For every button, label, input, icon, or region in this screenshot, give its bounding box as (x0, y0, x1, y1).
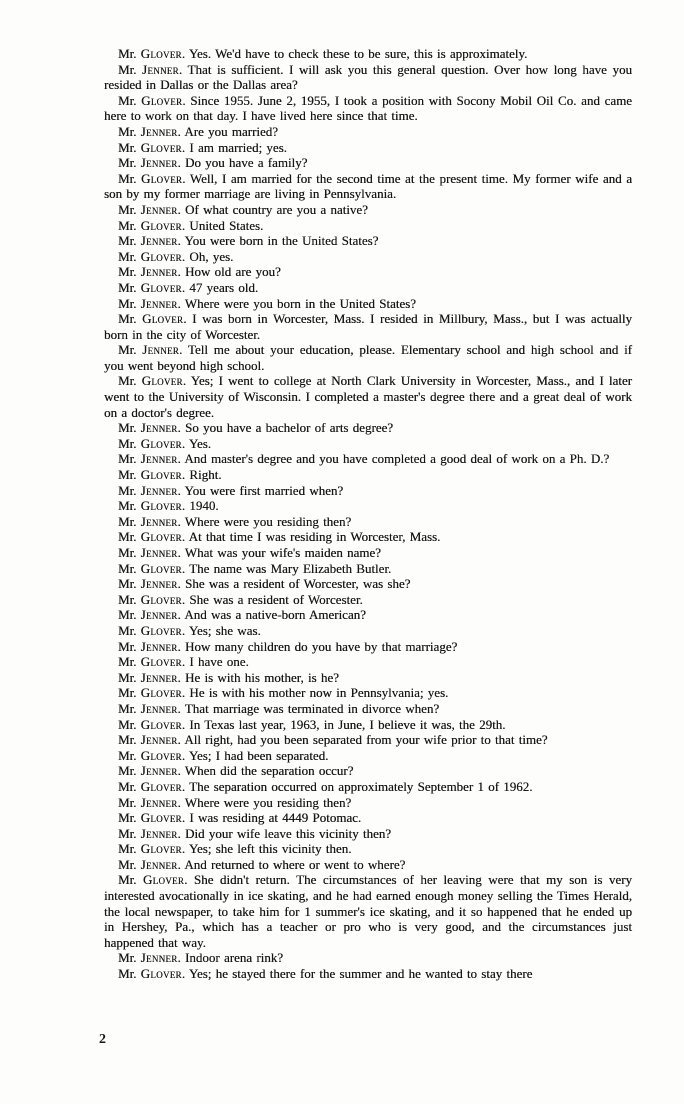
speaker-name: Jenner (140, 856, 178, 872)
speaker-prefix: Mr. (118, 966, 141, 982)
speaker-prefix: Mr. (118, 560, 141, 576)
speaker-name: Jenner (140, 264, 178, 280)
speaker-name: Jenner (140, 700, 178, 716)
speaker-name: Glover (140, 841, 182, 857)
transcript-paragraph: Mr. Glover. 1940. (118, 498, 219, 514)
speaker-name: Glover (140, 46, 182, 61)
speaker-prefix: Mr. (118, 155, 141, 171)
speaker-prefix: Mr. (118, 248, 141, 264)
transcript-paragraph: Mr. Jenner. How old are you? (118, 264, 281, 280)
speaker-prefix: Mr. (118, 264, 141, 280)
speaker-prefix: Mr. (118, 747, 141, 763)
speaker-name: Glover (141, 92, 183, 108)
transcript-paragraph: Mr. Jenner. Where were you residing then? (118, 513, 352, 529)
speaker-name: Glover (140, 529, 182, 545)
transcript-paragraph: Mr. Glover. In Texas last year, 1963, in June, I believe it was, the 29th. (118, 716, 506, 732)
speaker-prefix: Mr. (118, 545, 141, 560)
speaker-prefix: Mr. (118, 763, 141, 779)
speaker-prefix: Mr. (118, 373, 142, 389)
speaker-name: Jenner (140, 513, 178, 529)
speaker-prefix: Mr. (118, 482, 141, 498)
speaker-prefix: Mr. (118, 654, 141, 670)
transcript-paragraph: Mr. Glover. She didn't return. The circumstances of her leaving were that my son is very interested avocationally in ice skating, and he had earned enough money selling the Times Herald, the local newspaper, to take him for 1 summer's ice skating, and it so happened that he ended up in Hershey, Pa., which has a teacher or pro who is very good, and the circumstances just happened that way. (104, 872, 633, 950)
speaker-name: Glover (140, 747, 182, 763)
speaker-name: Jenner (140, 763, 178, 779)
speaker-name: Jenner (140, 794, 178, 810)
speaker-prefix: Mr. (118, 872, 143, 888)
speaker-name: Jenner (140, 638, 178, 654)
speaker-name: Glover (140, 654, 182, 670)
speaker-name: Glover (141, 170, 183, 186)
speaker-prefix: Mr. (118, 451, 141, 467)
transcript-paragraph: Mr. Jenner. And master's degree and you have completed a good deal of work on a Ph. D.? (118, 451, 610, 467)
transcript-paragraph: Mr. Glover. 47 years old. (118, 279, 259, 295)
speaker-name: Glover (140, 498, 182, 514)
transcript-paragraph: Mr. Glover. Yes; she was. (118, 622, 261, 638)
speaker-name: Glover (140, 248, 182, 264)
speaker-prefix: Mr. (118, 607, 141, 623)
speaker-name: Jenner (140, 576, 178, 592)
speaker-name: Glover (140, 810, 182, 826)
transcript-paragraph: Mr. Glover. I have one. (118, 654, 249, 670)
speaker-prefix: Mr. (118, 716, 141, 732)
speaker-name: Jenner (140, 295, 178, 311)
transcript-paragraph: Mr. Jenner. That is sufficient. I will ask you this general question. Over how long have you resided in Dallas or the Dallas area? (104, 61, 632, 93)
transcript-paragraph: Mr. Jenner. You were born in the United States? (118, 233, 379, 249)
speaker-name: Glover (140, 622, 182, 638)
transcript-paragraph: Mr. Glover. Yes; she left this vicinity then. (118, 841, 352, 857)
speaker-prefix: Mr. (118, 498, 141, 514)
transcript-paragraph: Mr. Jenner. When did the separation occur? (118, 763, 354, 779)
transcript-paragraph: Mr. Glover. She was a resident of Worcester. (118, 591, 363, 607)
speaker-name: Glover (141, 373, 183, 389)
speaker-prefix: Mr. (118, 467, 141, 483)
speaker-prefix: Mr. (118, 420, 141, 436)
transcript-paragraph: Mr. Jenner. He is with his mother, is he? (118, 669, 339, 685)
speaker-prefix: Mr. (118, 638, 141, 654)
transcript-paragraph: Mr. Glover. The separation occurred on approximately September 1 of 1962. (118, 778, 533, 794)
speaker-prefix: Mr. (118, 825, 141, 841)
speaker-prefix: Mr. (118, 123, 141, 139)
speaker-name: Jenner (140, 451, 178, 467)
transcript-paragraph: Mr. Jenner. She was a resident of Worcester, was she? (118, 576, 411, 592)
transcript-body (104, 46, 632, 982)
transcript-paragraph: Mr. Jenner. Did your wife leave this vicinity then? (118, 825, 392, 841)
speaker-prefix: Mr. (118, 139, 141, 155)
speaker-prefix: Mr. (118, 732, 141, 748)
speaker-name: Jenner (140, 420, 178, 436)
speaker-name: Glover (140, 716, 182, 732)
speaker-name: Glover (140, 435, 182, 451)
transcript-paragraph: Mr. Glover. Yes; he stayed there for the summer and he wanted to stay there (118, 966, 533, 982)
transcript-paragraph: Mr. Glover. I am married; yes. (118, 139, 287, 155)
transcript-paragraph: Mr. Jenner. Indoor arena rink? (118, 950, 284, 966)
speaker-name: Jenner (140, 201, 178, 217)
speaker-prefix: Mr. (118, 685, 141, 701)
speaker-prefix: Mr. (118, 810, 141, 826)
speaker-prefix: Mr. (118, 529, 141, 545)
speaker-prefix: Mr. (118, 170, 142, 186)
speaker-prefix: Mr. (118, 669, 141, 685)
speaker-name: Glover (142, 311, 184, 327)
transcript-paragraph: Mr. Glover. Right. (118, 467, 222, 483)
transcript-paragraph: Mr. Jenner. Are you married? (118, 123, 278, 139)
speaker-prefix: Mr. (118, 92, 142, 108)
speaker-prefix: Mr. (118, 591, 141, 607)
transcript-paragraph: Mr. Jenner. Of what country are you a native? (118, 201, 368, 217)
transcript-paragraph: Mr. Glover. I was born in Worcester, Mass. I resided in Millbury, Mass., but I was actually born in the city of Worcester. (104, 311, 632, 342)
transcript-paragraph: Mr. Glover. Yes; I had been separated. (118, 747, 329, 763)
page-number: 2 (99, 1032, 106, 1047)
speaker-name: Glover (140, 591, 182, 607)
transcript-paragraph: Mr. Glover. I was residing at 4449 Potomac. (118, 810, 362, 826)
speaker-prefix: Mr. (118, 841, 141, 857)
transcript-paragraph: Mr. Jenner. What was your wife's maiden name? (118, 545, 381, 560)
speaker-name: Glover (140, 467, 182, 483)
speaker-prefix: Mr. (118, 201, 141, 217)
transcript-paragraph: Mr. Jenner. Where were you born in the United States? (118, 295, 416, 311)
speaker-name: Jenner (142, 61, 179, 77)
speaker-name: Glover (142, 872, 185, 888)
speaker-prefix: Mr. (118, 233, 141, 249)
speaker-prefix: Mr. (118, 576, 141, 592)
speaker-name: Jenner (140, 482, 178, 498)
speaker-prefix: Mr. (118, 622, 141, 638)
transcript-paragraph: Mr. Jenner. All right, had you been separated from your wife prior to that time? (118, 732, 548, 748)
speaker-prefix: Mr. (118, 311, 143, 327)
transcript-paragraph: Mr. Jenner. Do you have a family? (118, 155, 308, 171)
transcript-paragraph: Mr. Glover. At that time I was residing in Worcester, Mass. (118, 529, 441, 545)
transcript-paragraph: Mr. Glover. Yes; I went to college at North Clark University in Worcester, Mass., and I later went to the University of Wisconsin. I completed a master's degree there and a great deal of work on a doctor's degree. (104, 373, 632, 420)
speaker-name: Glover (140, 685, 182, 701)
transcript-paragraph: Mr. Jenner. You were first married when? (118, 482, 344, 498)
speaker-prefix: Mr. (118, 856, 141, 872)
transcript-paragraph: Mr. Glover. Yes. We'd have to check these to be sure, this is approximately. (118, 46, 528, 61)
speaker-name: Glover (140, 778, 182, 794)
speaker-name: Jenner (142, 342, 180, 358)
speaker-name: Jenner (140, 732, 178, 748)
speaker-name: Jenner (140, 825, 178, 841)
speaker-name: Glover (140, 217, 182, 233)
transcript-paragraph: Mr. Jenner. Where were you residing then? (118, 794, 352, 810)
transcript-paragraph: Mr. Jenner. And returned to where or went to where? (118, 856, 406, 872)
transcript-paragraph: Mr. Glover. United States. (118, 217, 264, 233)
speaker-name: Jenner (140, 233, 178, 249)
speaker-name: Jenner (140, 950, 178, 966)
transcript-paragraph: Mr. Glover. Oh, yes. (118, 248, 234, 264)
transcript-paragraph: Mr. Jenner. That marriage was terminated in divorce when? (118, 700, 440, 716)
speaker-name: Jenner (140, 669, 178, 685)
speaker-prefix: Mr. (118, 342, 143, 358)
transcript-paragraph: Mr. Jenner. How many children do you have by that marriage? (118, 638, 458, 654)
speaker-prefix: Mr. (118, 435, 141, 451)
speaker-name: Glover (140, 279, 182, 295)
speaker-prefix: Mr. (118, 513, 141, 529)
speaker-name: Jenner (140, 545, 178, 560)
speaker-prefix: Mr. (118, 950, 141, 966)
transcript-paragraph: Mr. Glover. Since 1955. June 2, 1955, I took a position with Socony Mobil Oil Co. and came here to work on that day. I have lived here since that time. (104, 92, 632, 124)
speaker-name: Glover (140, 560, 182, 576)
speaker-prefix: Mr. (118, 778, 141, 794)
transcript-paragraph: Mr. Glover. The name was Mary Elizabeth Butler. (118, 560, 392, 576)
transcript-paragraph: Mr. Glover. Well, I am married for the second time at the present time. My former wife and a son by my former marriage are living in Pennsylvania. (104, 170, 633, 202)
speaker-name: Glover (140, 139, 182, 155)
speaker-prefix: Mr. (118, 46, 141, 61)
speaker-name: Jenner (140, 123, 178, 139)
transcript-paragraph: Mr. Jenner. And was a native-born American? (118, 607, 366, 623)
speaker-prefix: Mr. (118, 279, 141, 295)
speaker-name: Jenner (140, 155, 178, 171)
speaker-name: Jenner (140, 607, 178, 623)
transcript-paragraph: Mr. Glover. He is with his mother now in Pennsylvania; yes. (118, 685, 449, 701)
speaker-prefix: Mr. (118, 700, 141, 716)
transcript-paragraph: Mr. Jenner. So you have a bachelor of arts degree? (118, 420, 394, 436)
transcript-paragraph: Mr. Jenner. Tell me about your education, please. Elementary school and high school and if you went beyond high school. (104, 342, 633, 373)
speaker-name: Glover (140, 966, 182, 982)
transcript-paragraph: Mr. Glover. Yes. (118, 435, 212, 451)
speaker-prefix: Mr. (118, 61, 143, 77)
speaker-prefix: Mr. (118, 794, 141, 810)
speaker-prefix: Mr. (118, 295, 141, 311)
speaker-prefix: Mr. (118, 217, 141, 233)
